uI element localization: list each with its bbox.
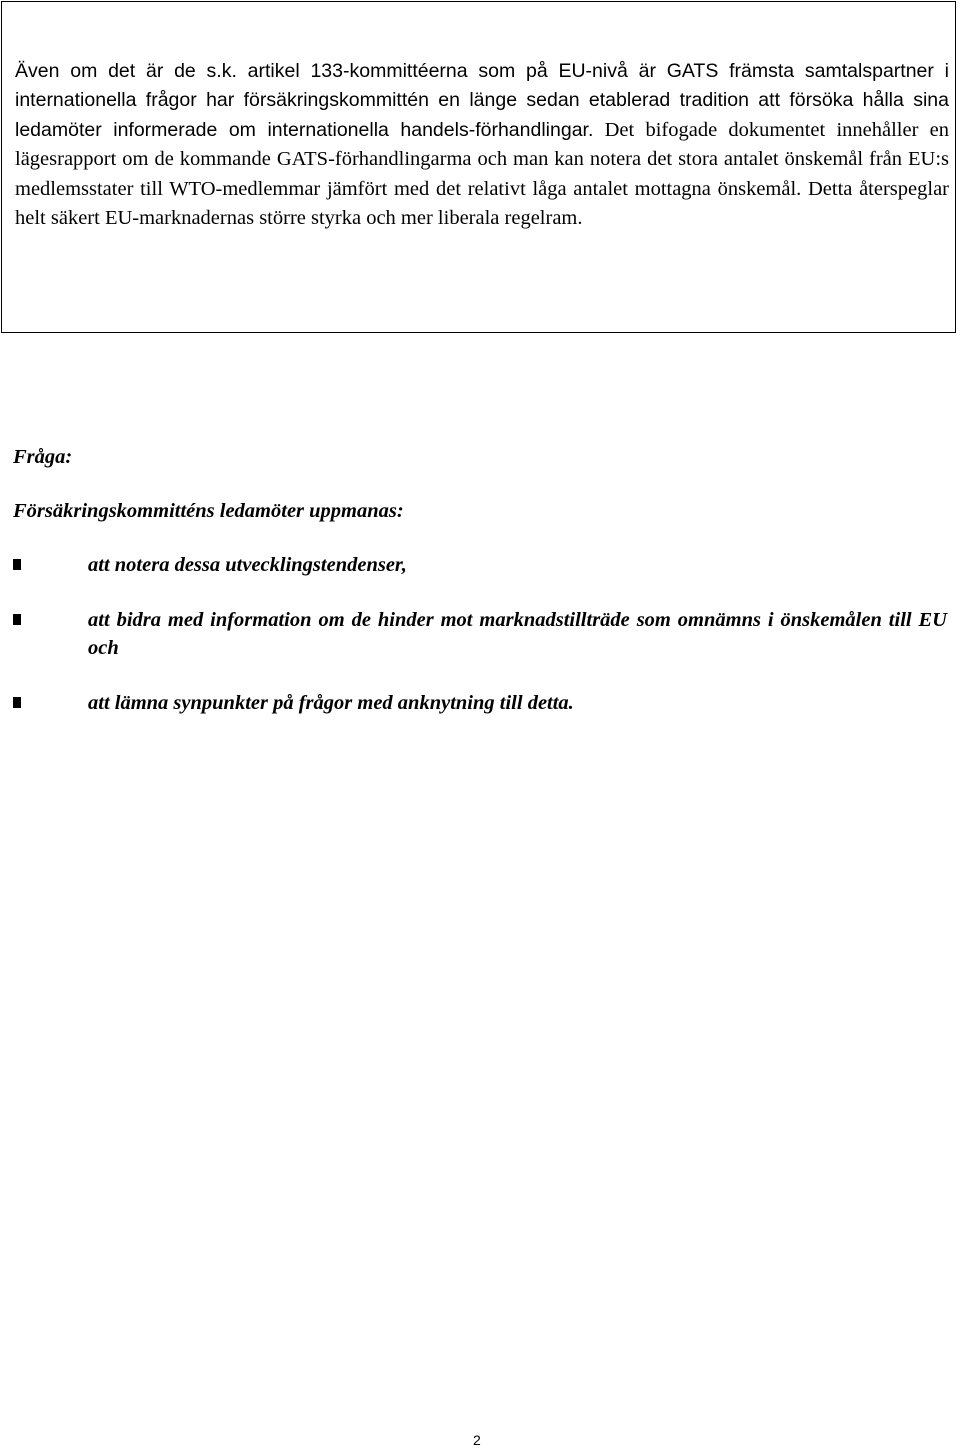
boxed-text-section <box>1 1 956 333</box>
question-intro: Försäkringskommitténs ledamöter uppmanas: <box>13 500 404 522</box>
paragraph-sans-part: Även om det är de s.k. artikel 133-kommittéerna som på EU-nivå är GATS främsta samtalspartner i internationella frågor har försäkringskommittén en länge sedan etablerad tradition att försöka hålla sina ledamöter informerade om internationella handels-förhandlingar. <box>15 60 949 141</box>
bullet-list <box>13 551 947 743</box>
list-item-text: att notera dessa utvecklingstendenser, <box>88 554 407 576</box>
list-item <box>13 551 947 580</box>
paragraph-serif-part: Det bifogade dokumentet innehåller en lägesrapport om de kommande GATS-förhandlingarma och man kan notera det stora antalet önskemål från EU:s medlemsstater till WTO-medlemmar jämfört med det relativt låga antalet mottagna önskemål. Detta återspeglar helt säkert EU-marknadernas större styrka och mer liberala regelram. <box>15 118 949 230</box>
list-item-text: att bidra med information om de hinder mot marknadstillträde som omnämns i önskemålen till EU och <box>88 608 947 659</box>
question-heading: Fråga: <box>13 446 73 468</box>
square-bullet-icon <box>13 697 21 708</box>
list-item <box>13 606 947 663</box>
square-bullet-icon <box>13 614 21 625</box>
list-item-text: att lämna synpunkter på frågor med anknytning till detta. <box>88 691 574 714</box>
list-item <box>13 689 947 718</box>
page-number: 2 <box>473 1432 481 1448</box>
boxed-paragraph <box>15 57 949 233</box>
square-bullet-icon <box>13 559 21 570</box>
